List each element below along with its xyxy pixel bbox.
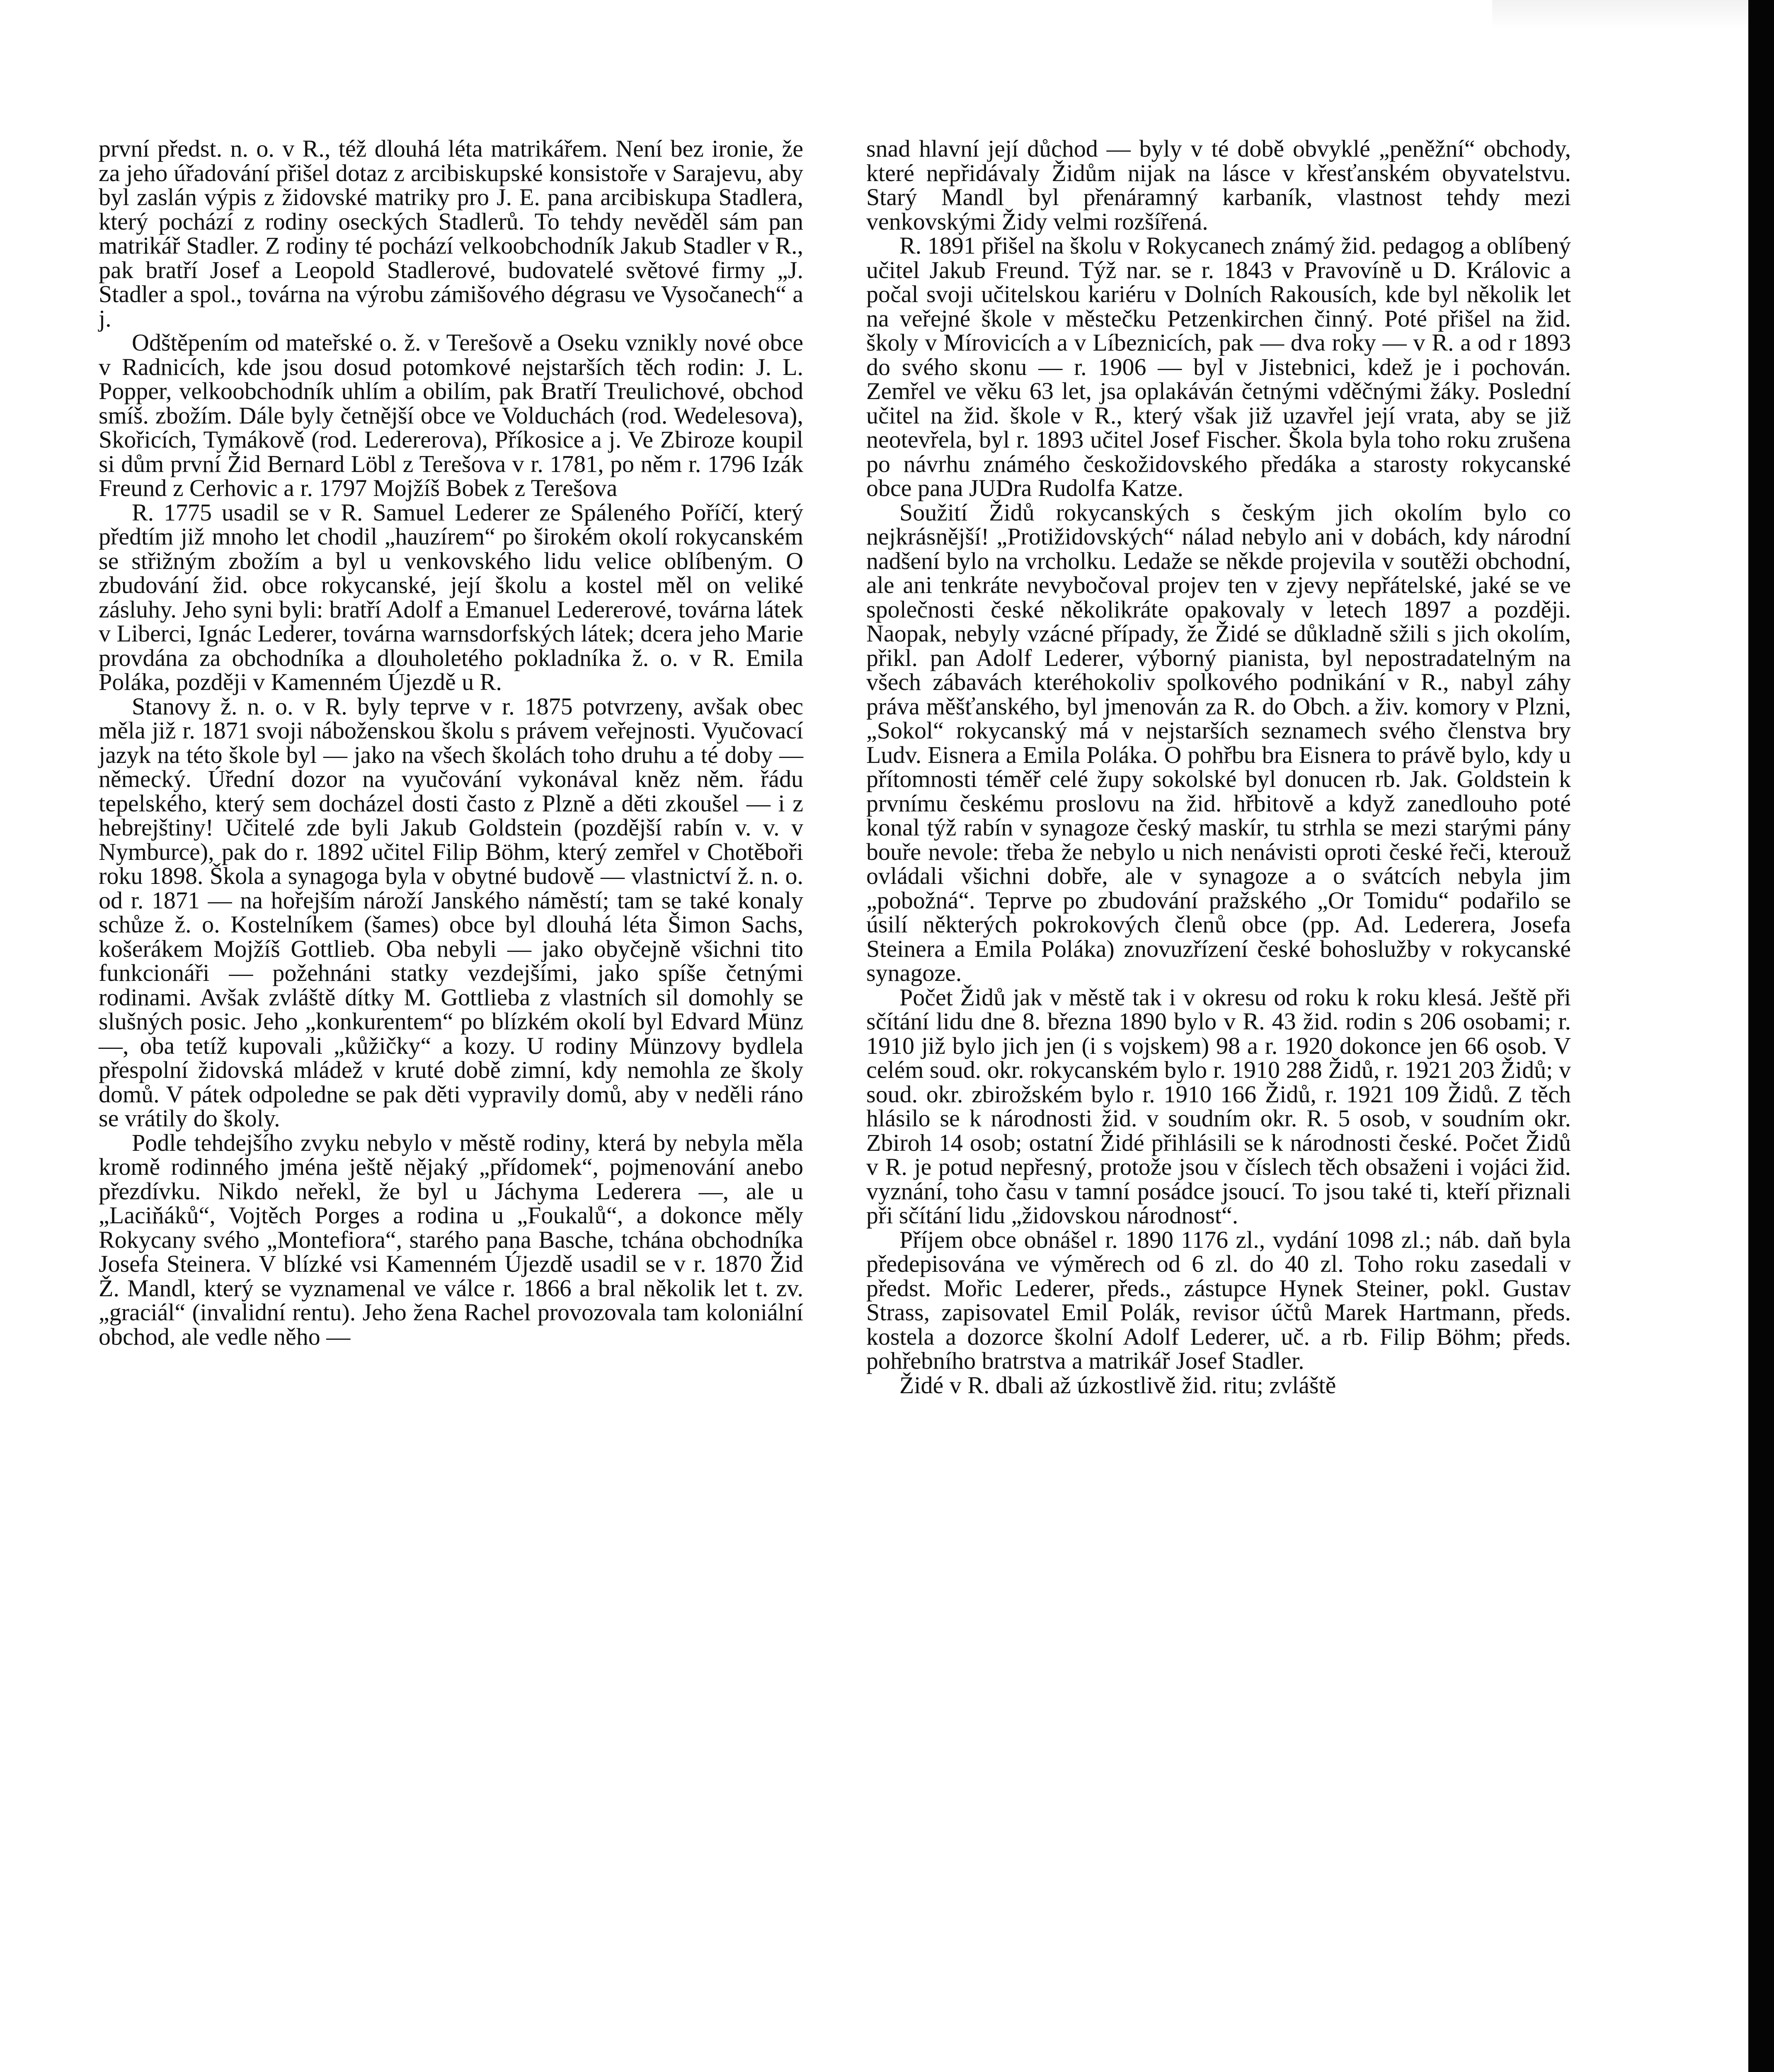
paragraph: Odštěpením od mateřské o. ž. v Terešově a Oseku vznikly nové obce v Radnicích, kde jsou dosud potomkové nejstarších těch rodin: J. L. Popper, velkoobchodník uhlím a obilím, pak Bratří Treulichové, obchod smíš. zbožím. Dále byly četnější obce ve Volduchách (rod. Wedelesova), Skořicích, Tymákově (rod. Ledererova), Příkosice a j. Ve Zbiroze koupil si dům první Žid Bernard Löbl z Terešova v r. 1781, po něm r. 1796 Izák Freund z Cerhovic a r. 1797 Mojžíš Bobek z Terešova <box>99 329 803 501</box>
paragraph: Židé v R. dbali až úzkostlivě žid. ritu; zvláště <box>899 1371 1336 1399</box>
paragraph: R. 1891 přišel na školu v Rokycanech známý žid. pedagog a oblíbený učitel Jakub Freund. Týž nar. se r. 1843 v Pravovíně u D. Královic a počal svoji učitelskou kariéru v Dolních Rakousích, kde byl několik let na veřejné škole v městečku Petzenkirchen činný. Poté přišel na žid. školy v Mírovicích a v Líbeznicích, pak — dva roky — v R. a od r 1893 do svého skonu — r. 1906 — byl v Jistebnici, kdež je i pochován. Zemřel ve věku 63 let, jsa oplakáván četnými vděčnými žáky. Poslední učitel na žid. škole v R., který však již uzavřel její vrata, aby se již neotevřela, byl r. 1893 učitel Josef Fischer. Škola byla toho roku zrušena po návrhu známého českožidovského předáka a starosty rokycanské obce pana JUDra Rudolfa Katze. <box>866 232 1571 501</box>
scan-border <box>1748 0 1774 2072</box>
paragraph: první předst. n. o. v R., též dlouhá léta matrikářem. Není bez ironie, že za jeho úřadování přišel dotaz z arcibiskupské konsistoře v Sarajevu, aby byl zaslán výpis z židovské matriky pro J. E. pana arcibiskupa Stadlera, který pochází z rodiny oseckých Stadlerů. To tehdy nevěděl sám pan matrikář Stadler. Z rodiny té pochází velkoobchodník Jakub Stadler v R., pak bratří Josef a Leopold Stadlerové, budovatelé světové firmy „J. Stadler a spol., továrna na výrobu zámišového dégrasu ve Vysočanech“ a j. <box>99 135 803 332</box>
paragraph: R. 1775 usadil se v R. Samuel Lederer ze Spáleného Poříčí, který předtím již mnoho let chodil „hauzírem“ po širokém okolí rokycanském se střižným zbožím a byl u venkovského lidu velice oblíbeným. O zbudování žid. obce rokycanské, její školu a kostel měl on veliké zásluhy. Jeho syni byli: bratří Adolf a Emanuel Ledererové, továrna látek v Liberci, Ignác Lederer, továrna warnsdorfských látek; dcera jeho Marie provdána za obchodníka a dlouholetého pokladníka ž. o. v R. Emila Poláka, později v Kamenném Újezdě u R. <box>99 499 803 695</box>
paragraph: snad hlavní její důchod — byly v té době obvyklé „peněžní“ obchody, které nepřidávaly Židům nijak na lásce v křesťanském obyvatelstvu. Starý Mandl byl přenáramný karbaník, vlastnost tehdy mezi venkovskými Židy velmi rozšířená. <box>866 135 1571 235</box>
paragraph: Příjem obce obnášel r. 1890 1176 zl., vydání 1098 zl.; náb. daň byla předepisována ve výměrech od 6 zl. do 40 zl. Toho roku zasedali v předst. Mořic Lederer, předs., zástupce Hynek Steiner, pokl. Gustav Strass, zapisovatel Emil Polák, revisor účtů Marek Hartmann, předs. kostela a dozorce školní Adolf Lederer, uč. a rb. Filip Böhm; předs. pohřebního bratrstva a matrikář Josef Stadler. <box>866 1226 1571 1374</box>
right-column <box>866 137 1571 1397</box>
paragraph: Podle tehdejšího zvyku nebylo v městě rodiny, která by nebyla měla kromě rodinného jména ještě nějaký „přídomek“, pojmenování anebo přezdívku. Nikdo neřekl, že byl u Jáchyma Lederera —, ale u „Laciňáků“, Vojtěch Porges a rodina u „Foukalů“, a dokonce měly Rokycany svého „Montefiora“, starého pana Basche, tchána obchodníka Josefa Steinera. V blízké vsi Kamenném Újezdě usadil se v r. 1870 Žid Ž. Mandl, který se vyznamenal ve válce r. 1866 a bral několik let t. zv. „graciál“ (invalidní rentu). Jeho žena Rachel provozovala tam koloniální obchod, ale vedle něho — <box>99 1129 803 1350</box>
scan-shadow <box>1492 0 1749 29</box>
left-column <box>99 137 803 1349</box>
paragraph: Počet Židů jak v městě tak i v okresu od roku k roku klesá. Ještě při sčítání lidu dne 8. března 1890 bylo v R. 43 žid. rodin s 206 osobami; r. 1910 již bylo jich jen (i s vojskem) 98 a r. 1920 dokonce jen 66 osob. V celém soud. okr. rokycanském bylo r. 1910 288 Židů, r. 1921 203 Židů; v soud. okr. zbirožském bylo r. 1910 166 Židů, r. 1921 109 Židů. Z těch hlásilo se k národnosti žid. v soudním okr. R. 5 osob, v soudním okr. Zbiroh 14 osob; ostatní Židé přihlásili se k národnosti české. Počet Židů v R. je potud nepřesný, protože jsou v číslech těch obsaženi i vojáci žid. vyznání, toho času v tamní posádce jsoucí. To jsou také ti, kteří přiznali při sčítání lidu „židovskou národnost“. <box>866 983 1571 1229</box>
paragraph: Stanovy ž. n. o. v R. byly teprve v r. 1875 potvrzeny, avšak obec měla již r. 1871 svoji náboženskou školu s právem veřejnosti. Vyučovací jazyk na této škole byl — jako na všech školách toho druhu a té doby — německý. Úřední dozor na vyučování vykonával kněz něm. řádu tepelského, který sem docházel dosti často z Plzně a děti zkoušel — i z hebrejštiny! Učitelé zde byli Jakub Goldstein (pozdější rabín v. v. v Nymburce), pak do r. 1892 učitel Filip Böhm, který zemřel v Chotěboři roku 1898. Škola a synagoga byla v obytné budově — vlastnictví ž. n. o. od r. 1871 — na hořejším nároží Janského náměstí; tam se také konaly schůze ž. o. Kostelníkem (šames) obce byl dlouhá léta Šimon Sachs, košerákem Mojžíš Gottlieb. Oba nebyli — jako obyčejně všichni tito funkcionáři — požehnáni statky vezdejšími, jako spíše četnými rodinami. Avšak zvláště dítky M. Gottlieba z vlastních sil domohly se slušných posic. Jeho „konkurentem“ po blízkém okolí byl Edvard Münz —, oba tetíž kupovali „kůžičky“ a kozy. U rodiny Münzovy bydlela přespolní židovská mládež v kruté době zimní, kdy nemohla ze školy domů. V pátek odpoledne se pak děti vypravily domů, aby v neděli ráno se vrátily do školy. <box>99 692 803 1132</box>
paragraph: Soužití Židů rokycanských s českým jich okolím bylo co nejkrásnější! „Protižidovských“ nálad nebylo ani v dobách, kdy národní nadšení bylo na vrcholku. Ledaže se někde projevila v soutěži obchodní, ale ani tenkráte nevybočoval projev ten v zjevy nepřátelské, jaké se ve společnosti české několikráte opakovaly v letech 1897 a později. Naopak, nebyly vzácné případy, že Židé se důkladně sžili s jich okolím, přikl. pan Adolf Lederer, výborný pianista, byl nepostradatelným na všech zábavách kteréhokoliv spolkového podnikání v R., nabyl záhy práva měšťanského, byl jmenován za R. do Obch. a živ. komory v Plzni, „Sokol“ rokycanský má v nejstarších seznamech svého členstva bry Ludv. Eisnera a Emila Poláka. O pohřbu bra Eisnera to právě bylo, kdy u přítomnosti téměř celé župy sokolské byl donucen rb. Jak. Goldstein k prvnímu českému proslovu na žid. hřbitově a když zanedlouho poté konal týž rabín v synagoze český maskír, tu strhla se mezi starými pány bouře nevole: třeba že nebylo u nich nenávisti oproti české řeči, kterouž ovládali všichni dobře, ale v synagoze a o svátcích nebyla jim „pobožná“. Teprve po zbudování pražského „Or Tomidu“ podařilo se úsilí některých pokrokových členů obce (pp. Ad. Lederera, Josefa Steinera a Emila Poláka) znovuzřízení české bohoslužby v rokycanské synagoze. <box>866 499 1571 986</box>
